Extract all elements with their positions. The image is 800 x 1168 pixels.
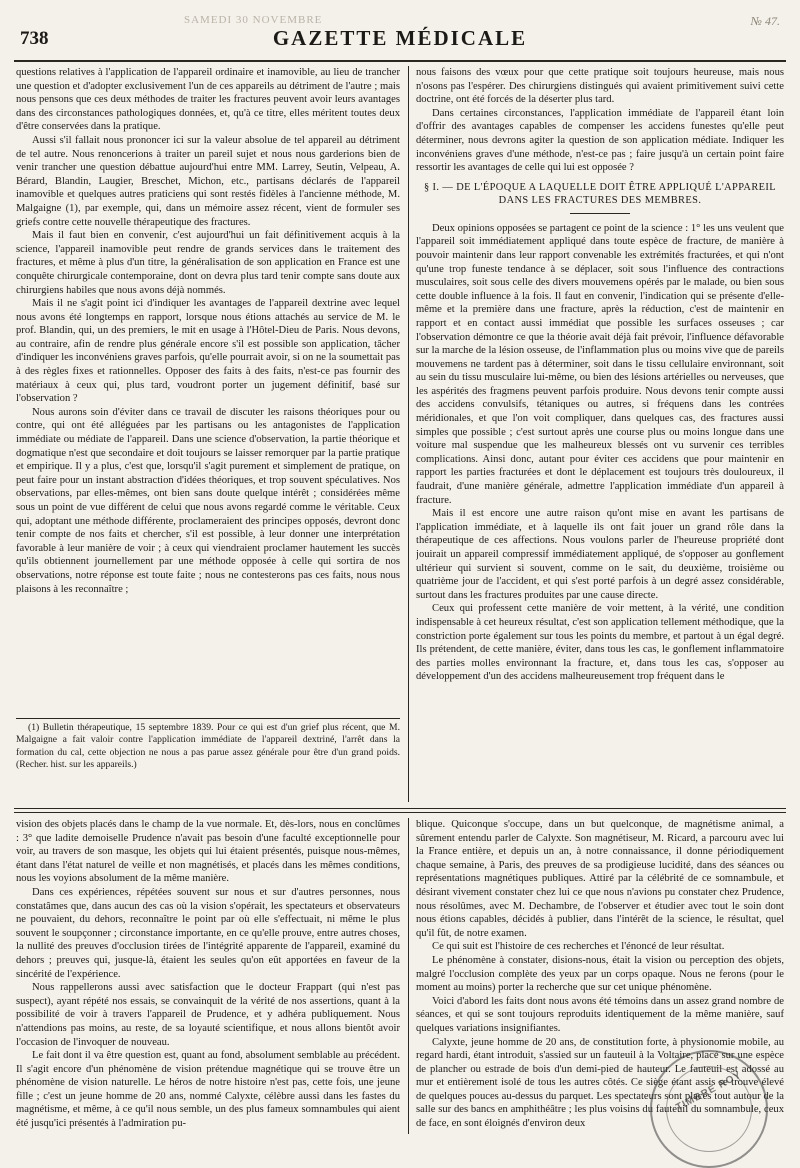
paragraph: Mais il faut bien en convenir, c'est aujourd'hui un fait définitivement acquis à la science, l'appareil inamovible peut rendre de grands services dans le traitement des fractures, et même à plus d'un titre, la généralisation de son application en France est une conquête chirurgicale contemporaine, dont on devra plus tard tenir compte sans doute aux chirurgiens habiles que nous avons déjà nommés. (16, 230, 400, 296)
paragraph: blique. Quiconque s'occupe, dans un but quelconque, de magnétisme animal, a sûrement entendu parler de Calyxte. Son magnétiseur, M. Ricard, a parcouru avec lui la France entière, et depuis un an, à notre connaissance, il donne périodiquement chaque semaine, à Paris, des preuves de sa prodigieuse lucidité, dans des séances ou représentations magnétiques publiques. Attiré par la célébrité de ce somnambule, et désirant vivement constater chez lui ce que nous n'avions pu constater chez Prudence, nous résolûmes, avec M. Dechambre, de l'observer et étudier avec tout le soin dont nous étions capables, décidés à publier, dans l'intérêt de la science, le résultat, quel qu'il fût, de notre examen. (416, 819, 784, 939)
bleed-through-text: SAMEDI 30 NOVEMBRE (184, 14, 323, 26)
footnote-text: (1) Bulletin thérapeutique, 15 septembre 1839. Pour ce qui est d'un grief plus récent, que M. Malgaigne a fait valoir contre l'application immédiate de l'appareil dextriné, l'arrêt dans la formation du cal, cette objection ne nous a pas parue assez générale pour être d'un grand poids. (Recher. hist. sur les appareils.) (16, 722, 400, 771)
stamp-text: TIMBRE ROY (674, 1069, 744, 1114)
newspaper-page (14, 10, 786, 1135)
paragraph: Mais il est encore une autre raison qu'ont mise en avant les partisans de l'application immédiate, et à laquelle ils ont fait jouer un grand rôle dans la thérapeutique de ces affections. Nous voulons parler de l'heureuse propriété dont jouirait un appareil compressif immédiatement appliqué, de s'opposer au gonflement ultérieur qui survient si souvent, comme on le sait, du deuxième, troisième ou quatrième jour de l'accident, et qui s'est porté parfois à un degré assez considérable, surtout dans les fractures produites par une cause directe. (416, 508, 784, 601)
article-column-top-left (16, 66, 400, 710)
header-rule (14, 60, 786, 62)
paragraph: Calyxte, jeune homme de 20 ans, de constitution forte, à physionomie mobile, au regard hardi, étant introduit, s'assied sur un fauteuil à la Voltaire, placé sur une espèce de plancher ou estrade de bois d'un demi-pied de hauteur. Le fauteuil est adossé au mur et entièrement isolé de tous les autres côtés. Ce siège étant assis se trouve élevé de quelques pouces au-dessus du parquet. Les spectateurs sont placés tout autour de la salle sur des bancs en amphithéâtre ; les plus voisins du fauteuil du somnambule, ceux de face, en sont éloignés d'environ deux (416, 1036, 784, 1130)
paragraph: Le phénomène à constater, disions-nous, était la vision ou perception des objets, malgré l'occlusion complète des yeux par un corps opaque. Nous ne ferons (pour le moment au moins) porter la recherche que sur cet unique phénomène. (416, 954, 784, 994)
paragraph: nous faisons des vœux pour que cette pratique soit toujours heureuse, mais nous n'osons pas l'espérer. Des chirurgiens distingués qui avaient primitivement suivi cette doctrine, ont été forcés de la déserter plus tard. (416, 67, 784, 106)
page-number: 738 (20, 28, 49, 49)
paragraph: Le fait dont il va être question est, quant au fond, absolument semblable au précédent. Il s'agit encore d'un phénomène de vision prétendue magnétique qui se trouve être un phénomène de vision naturelle. Le héros de notre histoire n'est pas, cette fois, une jeune fille ; c'est un jeune homme de 20 ans, nommé Calyxte, célèbre aussi dans les fastes du magnétisme, et même, à ce qu'il nous semble, un des plus fameux somnambules qui aient été jusqu'ici présentés à l'admiration pu- (16, 1050, 400, 1130)
paragraph: Mais il ne s'agit point ici d'indiquer les avantages de l'appareil dextrine avec lequel nous avons été longtemps en rapport, lorsque nous étions attachés au service de M. le prof. Blandin, qui, un des premiers, le mit en usage à l'Hôtel-Dieu de Paris. Nous devons, au contraire, afin de rendre plus générale encore s'il est possible son application, tâcher d'indiquer les inconvéniens graves parfois, qu'elle pourrait avoir, si on ne la soumettait pas à des règles fixes et rationnelles. Opposer des faits à des faits, n'est-ce pas fournir des matériaux à ceux qui, plus tard, voudront porter un jugement définitif, basé sur l'observation ? (16, 298, 400, 405)
footnote-rule (16, 718, 400, 719)
paragraph: Ce qui suit est l'histoire de ces recherches et l'énoncé de leur résultat. (432, 941, 725, 953)
paragraph: Nous aurons soin d'éviter dans ce travail de discuter les raisons théoriques pour ou contre, qui ont été alléguées par les partisans ou les antagonistes de l'application immédiate ou médiate de l'appareil. Dans une science d'observation, la partie théorique et dogmatique n'est que secondaire et doit toujours se laisser remorquer par la partie pratique et empirique. Il y a plus, c'est que, lorsqu'il s'agit purement et simplement de pratique, on peut faire pour un instant abstraction d'idées théoriques, et trop souvent spéculatives. Nos observations, par elles-mêmes, ont bien sans doute quelque intérêt ; considérées même sous un point de vue différent de celui que nous avons regardé comme le véritable. Ceux qui, adoptant une méthode différente, proclameraient des principes opposés, devront donc tenir compte de nos faits et chercher, s'il est possible, à leur donner une interprétation favorable à leur manière de voir ; à ceux qui viendraient proclamer hautement les succès qu'ils obtiennent journellement par une méthode opposée à celle qui sortira de nos observations, notre réponse est toute faite ; nous ne contesterons pas ces faits, nous nous plaisons à les reconnaître ; (16, 406, 400, 595)
paragraph: Deux opinions opposées se partagent ce point de la science : 1° les uns veulent que l'appareil soit immédiatement appliqué dans toute espèce de fracture, de manière à pouvoir maintenir dans leur rapport convenable les extrémités fracturées, et qui n'ont qu'une trop funeste tendance à se déplacer, soit sous l'influence des contractions musculaires, soit sous celle des divers mouvemens opérés par le malade, ou bien sous cette double influence à la fois. Il faut en convenir, l'indication qui se présente d'elle-même et la première dans une fracture, après la réduction, c'est de maintenir en rapport et en contact aussi immédiat que possible les surfaces osseuses ; car l'observation démontre ce que la théorie avait déjà fait prévoir, l'influence défavorable sur la marche de la lésion osseuse, de l'inflammation plus ou moins vive que de pareils mouvemens ne tardent pas à déterminer, soit dans le tissu cellulaire environnant, soit au sein du tissu musculaire lui-même, ou bien des lésions artérielles ou nerveuses, que les aspérités des fragmens peuvent parfois produire. Nous devons tenir compte aussi des accidens convulsifs, tétaniques ou autres, si fréquens dans les contrées méridionales, et que l'on voit compliquer, dans quelques cas, des fractures aussi simples que possible ; c'est surtout après une course plus ou moins longue dans une voiture mal suspendue que les malheureux blessés ont vu survenir ces terribles complications. Ainsi donc, autant pour éviter ces accidens que pour maintenir en rapport les parties fracturées et dont le déplacement est toujours très douloureux, il faudrait, d'une manière générale, admettre l'application immédiate d'un appareil à fracture. (416, 222, 784, 506)
paragraph: questions relatives à l'application de l'appareil ordinaire et inamovible, au lieu de trancher une question et d'adopter exclusivement l'un de ces appareils au détriment de l'autre ; mais nous pensons que ces deux méthodes de traiter les fractures peuvent avoir leurs avantages dans des circonstances pathologiques données, et, qu'à ce titre, elles méritent toutes deux d'être conservées dans la pratique. (16, 67, 400, 133)
column-divider (408, 818, 409, 1134)
section-heading (416, 181, 784, 214)
paragraph: Nous rappellerons aussi avec satisfaction que le docteur Frappart (qui n'est pas suspect), ayant répété nos essais, se convainquit de la vérité de nos assertions, quant à la possibilité de voir à travers l'appareil de Prudence, et y adhéra publiquement. Nous n'attendions pas moins, au reste, de sa loyauté scientifique, et nous allons bientôt avoir l'occasion de l'invoquer de nouveau. (16, 982, 400, 1048)
journal-title: GAZETTE MÉDICALE (272, 26, 528, 50)
section-rule (570, 213, 630, 214)
section-heading-text: § I. — DE L'ÉPOQUE A LAQUELLE DOIT ÊTRE APPLIQUÉ L'APPAREIL DANS LES FRACTURES DES MEMBRES. (423, 181, 777, 206)
handwritten-number: № 47. (750, 14, 780, 28)
paragraph: Aussi s'il fallait nous prononcer ici sur la valeur absolue de tel appareil au détriment de tel autre. Nous renoncerions à traiter un pareil sujet et nous nous garderions bien de venir trancher une question débattue aujourd'hui entre MM. Larrey, Seutin, Velpeau, A. Bérard, Blandin, Laugier, Breschet, Michon, etc., partisans déclarés de l'appareil inamovible et quelques autres praticiens qui sont restés fidèles à l'ancienne méthode, M. Malgaigne (1), par exemple, qui, dans un mémoire assez récent, vient de formuler ses griefs contre cette nouvelle thérapeutique des fractures. (16, 134, 400, 228)
paragraph: Voici d'abord les faits dont nous avons été témoins dans un assez grand nombre de séances, et qui se sont toujours reproduits identiquement de la même manière, sauf quelques variations insignifiantes. (416, 995, 784, 1034)
paragraph: Dans ces expériences, répétées souvent sur nous et sur d'autres personnes, nous constatâmes que, dans aucun des cas où la vision s'opérait, les spectateurs et observateurs ne pouvaient, du dehors, reconnaître le point par où elle s'effectuait, ni même le plus souvent le soupçonner ; circonstance importante, en ce qu'elle prouve, entre autres choses, la nullité des preuves d'occlusion tirées de l'intégrité apparente de l'appareil, examiné du dehors ; preuves qui, jusque-là, étaient les seules qu'on eût apportées en faveur de la sincérité de l'expérience. (16, 886, 400, 980)
page-header (14, 10, 786, 62)
footnote (16, 722, 400, 802)
section-double-rule (14, 808, 786, 813)
column-divider (408, 66, 409, 802)
paragraph: Dans certaines circonstances, l'application immédiate de l'appareil étant loin d'offrir des avantages capables de compenser les accidens funestes qu'elle peut déterminer, nous devrons agiter la question de son application médiate. Indiquer les inconvéniens graves d'une méthode, n'est-ce pas ; faire jusqu'à un certain point faire ressortir les avantages de celle qui lui est opposée ? (416, 107, 784, 174)
paragraph: vision des objets placés dans le champ de la vue normale. Et, dès-lors, nous en conclûmes : 3° que ladite demoiselle Prudence n'avait pas besoin d'une faculté exceptionnelle pour voir, au travers de son masque, les objets qui lui étaient présentés, puisque nous-mêmes, étant dans l'état naturel de veille et non magnétisés, et placés dans les mêmes conditions, nous les voyions absolument de la même manière. (16, 819, 400, 885)
article-column-bottom-right (416, 818, 784, 1134)
paragraph: Ceux qui professent cette manière de voir mettent, à la vérité, une condition indispensable à cet heureux résultat, c'est son application tellement méthodique, que la constriction porte également sur tous les points du membre, et partout à un égal degré. Ils prétendent, de cette manière, éviter, dans tous les cas, le gonflement inflammatoire des parties molles environnant la fracture, et, dans tous les cas, s'opposer au développement d'un des accidens malheureusement trop fréquent dans le (416, 603, 784, 683)
article-column-top-right (416, 66, 784, 802)
article-column-bottom-left (16, 818, 400, 1134)
